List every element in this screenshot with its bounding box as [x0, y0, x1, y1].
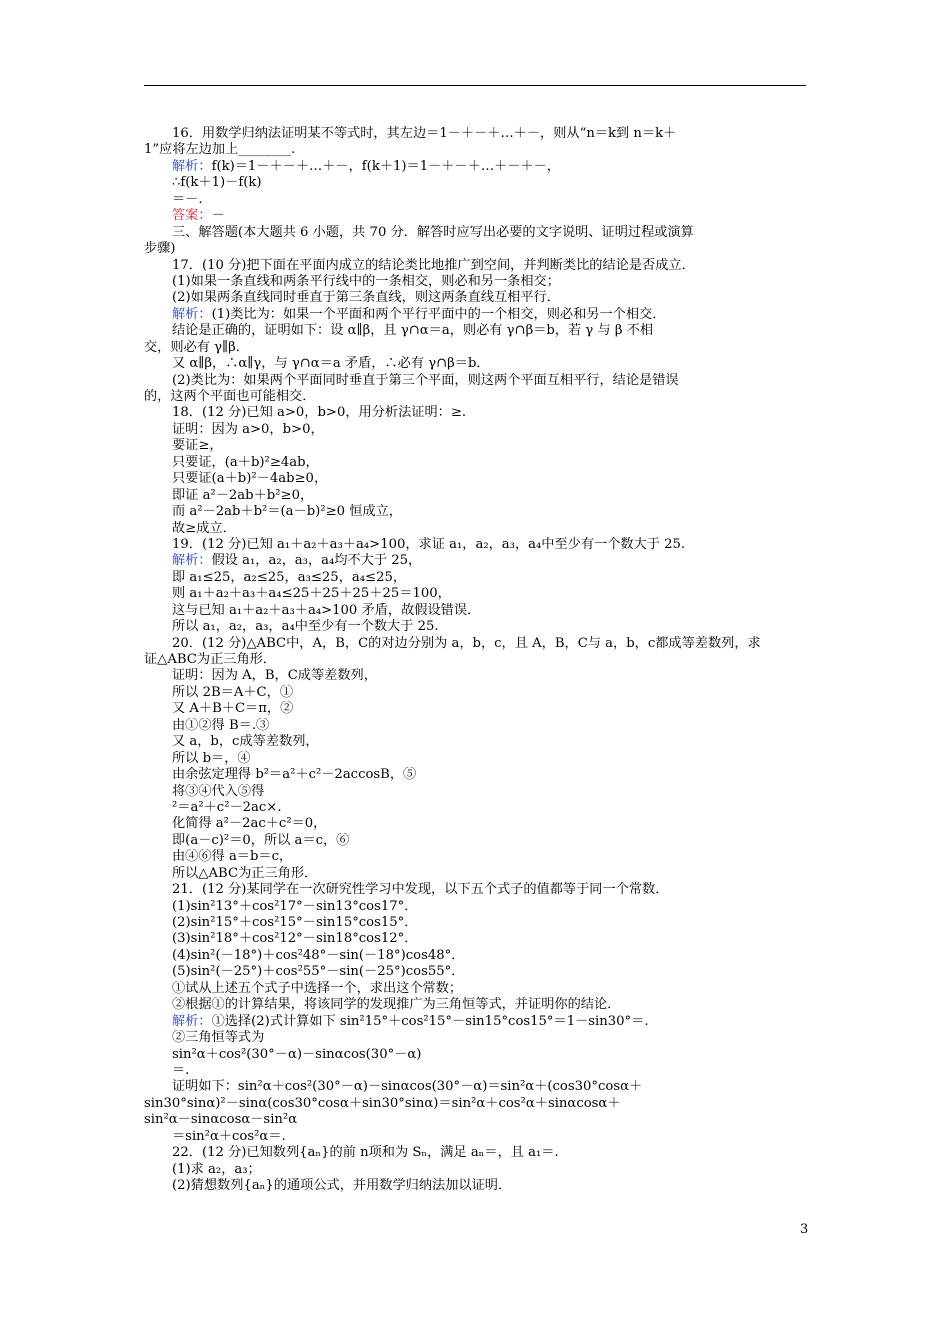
- text-line: [144, 438, 806, 454]
- analysis-label: 解析：: [172, 158, 212, 174]
- text-line: [144, 274, 806, 290]
- text-line: [144, 603, 806, 619]
- line-text: 证明：因为 A，B，C成等差数列，: [172, 668, 377, 684]
- text-line: [144, 619, 806, 635]
- text-line: [144, 521, 806, 537]
- line-text: 则 a₁＋a₂＋a₃＋a₄≤25＋25＋25＋25＝100，: [172, 586, 451, 602]
- line-text: 所以 b＝，④: [172, 750, 251, 766]
- line-text: 由余弦定理得 b²＝a²＋c²－2accosB，⑤: [172, 767, 417, 783]
- line-text: 结论是正确的，证明如下：设 α∥β，且 γ∩α＝a，则必有 γ∩β＝b，若 γ 与 β 不相: [172, 323, 654, 339]
- text-line: [144, 1162, 806, 1178]
- line-text: 所以 a₁，a₂，a₃，a₄中至少有一个数大于 25.: [172, 619, 439, 635]
- line-text: 16．用数学归纳法证明某不等式时，其左边＝1－＋－＋…＋－，则从“n＝k到 n＝k＋: [172, 126, 677, 141]
- text-line: [144, 175, 806, 191]
- line-text: 18．(12 分)已知 a>0，b>0，用分析法证明：≥.: [172, 405, 467, 421]
- line-text: 要证≥，: [172, 438, 223, 454]
- text-line: [144, 751, 806, 767]
- line-text: 由①②得 B＝.③: [172, 717, 270, 733]
- line-text: 而 a²－2ab＋b²＝(a－b)²≥0 恒成立，: [172, 504, 402, 520]
- line-text: ＝.: [172, 1062, 190, 1078]
- text-line: [144, 1079, 806, 1095]
- text-line: [144, 1096, 806, 1112]
- line-text: f(k)＝1－＋－＋…＋－，f(k＋1)＝1－＋－＋…＋－＋－，: [211, 158, 560, 174]
- text-line: [144, 586, 806, 602]
- answer-label: 答案：: [172, 208, 212, 224]
- text-line: [144, 915, 806, 931]
- line-text: (3)sin²18°＋cos²12°－sin18°cos12°．: [172, 931, 418, 947]
- text-line: [144, 981, 806, 997]
- text-line: [144, 241, 806, 257]
- line-text: 证△ABC为正三角形．: [144, 652, 277, 667]
- text-line: [144, 405, 806, 421]
- line-text: 即证 a²－2ab＋b²≥0，: [172, 487, 314, 503]
- line-text: 所以 2B＝A＋C，①: [172, 684, 294, 700]
- text-line: [144, 340, 806, 356]
- text-line: [144, 192, 806, 208]
- text-line: [144, 964, 806, 980]
- text-line: [144, 356, 806, 372]
- line-text: 21．(12 分)某同学在一次研究性学习中发现，以下五个式子的值都等于同一个常数．: [172, 882, 669, 898]
- text-line: [144, 800, 806, 816]
- line-text: (2)类比为：如果两个平面同时垂直于第三个平面，则这两个平面互相平行，结论是错误: [172, 372, 679, 388]
- analysis-label: 解析：: [172, 553, 212, 569]
- line-text: 19．(12 分)已知 a₁＋a₂＋a₃＋a₄>100，求证 a₁，a₂，a₃，a₄中至少有一个数大于 25.: [172, 536, 686, 552]
- text-line: [144, 1178, 806, 1194]
- text-line: [144, 948, 806, 964]
- line-text: 17．(10 分)把下面在平面内成立的结论类比地推广到空间，并判断类比的结论是否成立．: [172, 257, 695, 273]
- line-text: ②三角恒等式为: [172, 1030, 265, 1046]
- text-line: [144, 931, 806, 947]
- text-line: [144, 997, 806, 1013]
- line-text: 假设 a₁，a₂，a₃，a₄均不大于 25，: [211, 553, 422, 569]
- text-line: [144, 455, 806, 471]
- text-line: [144, 767, 806, 783]
- text-line: [144, 258, 806, 274]
- line-text: 只要证，(a＋b)²≥4ab，: [172, 454, 319, 470]
- line-text: ①试从上述五个式子中选择一个，求出这个常数；: [172, 980, 463, 996]
- text-line: [144, 1047, 806, 1063]
- line-text: 又 a，b，c成等差数列，: [172, 734, 319, 750]
- line-text: 三、解答题(本大题共 6 小题，共 70 分．解答时应写出必要的文字说明、证明过程或演算: [172, 224, 694, 240]
- text-line: [144, 899, 806, 915]
- text-line: [144, 849, 806, 865]
- text-line: [144, 784, 806, 800]
- text-line: [144, 225, 806, 241]
- text-line: [144, 126, 806, 142]
- text-line: [144, 208, 806, 224]
- text-line: [144, 1030, 806, 1046]
- text-line: [144, 685, 806, 701]
- line-text: 步骤): [144, 241, 176, 257]
- line-text: sin²α－sinαcosα－sin²α: [144, 1112, 298, 1128]
- text-line: [144, 652, 806, 668]
- text-line: [144, 1129, 806, 1145]
- line-text: sin²α＋cos²(30°－α)－sinαcos(30°－α): [172, 1046, 422, 1062]
- text-line: [144, 833, 806, 849]
- text-line: [144, 307, 806, 323]
- line-text: (1)类比为：如果一个平面和两个平行平面中的一个相交，则必和另一个相交．: [211, 306, 666, 322]
- line-text: ＝sin²α＋cos²α＝.: [172, 1128, 286, 1144]
- line-text: 又 A＋B＋C＝π，②: [172, 701, 294, 717]
- text-line: [144, 1112, 806, 1128]
- text-line: [144, 323, 806, 339]
- analysis-label: 解析：: [172, 306, 212, 322]
- line-text: 将③④代入⑤得: [172, 783, 265, 799]
- text-line: [144, 668, 806, 684]
- text-line: [144, 1145, 806, 1161]
- line-text: 交，则必有 γ∥β．: [144, 339, 249, 355]
- text-line: [144, 701, 806, 717]
- line-text: ②根据①的计算结果，将该同学的发现推广为三角恒等式，并证明你的结论．: [172, 997, 621, 1013]
- line-text: ²＝a²＋c²－2ac×.: [172, 799, 282, 815]
- line-text: (5)sin²(－25°)＋cos²55°－sin(－25°)cos55°．: [172, 964, 465, 980]
- line-text: 即 a₁≤25，a₂≤25，a₃≤25，a₄≤25，: [172, 569, 407, 585]
- analysis-label: 解析：: [172, 1013, 212, 1029]
- text-line: [144, 882, 806, 898]
- text-line: [144, 816, 806, 832]
- text-line: [144, 488, 806, 504]
- line-text: 1”应将左边加上________.: [144, 142, 296, 158]
- line-text: 只要证(a＋b)²－4ab≥0，: [172, 471, 328, 487]
- text-line: [144, 570, 806, 586]
- line-text: 22．(12 分)已知数列{aₙ}的前 n项和为 Sₙ，满足 aₙ＝，且 a₁＝.: [172, 1145, 559, 1161]
- line-text: (2)猜想数列{aₙ}的通项公式，并用数学归纳法加以证明．: [172, 1178, 512, 1193]
- line-text: 的，这两个平面也可能相交．: [144, 389, 316, 404]
- text-line: [144, 159, 806, 175]
- text-line: [144, 504, 806, 520]
- line-text: －: [211, 208, 225, 224]
- text-line: [144, 422, 806, 438]
- line-text: 即(a－c)²＝0，所以 a＝c，⑥: [172, 832, 350, 848]
- text-line: [144, 553, 806, 569]
- text-line: [144, 537, 806, 553]
- line-text: (1)如果一条直线和两条平行线中的一条相交，则必和另一条相交；: [172, 273, 560, 289]
- text-line: [144, 1014, 806, 1030]
- page-number: 3: [800, 1222, 809, 1237]
- text-line: [144, 142, 806, 158]
- line-text: (1)sin²13°＋cos²17°－sin13°cos17°．: [172, 898, 418, 914]
- text-line: [144, 734, 806, 750]
- line-text: 所以△ABC为正三角形．: [172, 865, 318, 881]
- line-text: 证明如下：sin²α＋cos²(30°－α)－sinαcos(30°－α)＝sin²α＋(cos30°cosα＋: [172, 1079, 643, 1095]
- line-text: ＝－.: [172, 191, 203, 207]
- header-rule: [144, 85, 806, 86]
- text-line: [144, 290, 806, 306]
- line-text: (2)sin²15°＋cos²15°－sin15°cos15°．: [172, 915, 418, 930]
- line-text: 20．(12 分)△ABC中，A，B，C的对边分别为 a，b，c，且 A，B，C与 a，b，c都成等差数列，求: [172, 635, 761, 651]
- line-text: (4)sin²(－18°)＋cos²48°－sin(－18°)cos48°．: [172, 947, 465, 963]
- line-text: 证明：因为 a>0，b>0，: [172, 421, 324, 437]
- line-text: ∴f(k＋1)－f(k): [172, 175, 262, 191]
- line-text: (1)求 a₂，a₃；: [172, 1161, 261, 1177]
- line-text: sin30°sinα)²－sinα(cos30°cosα＋sin30°sinα)＝sin²α＋cos²α＋sinαcosα＋: [144, 1095, 621, 1111]
- line-text: 故≥成立．: [172, 520, 236, 536]
- text-line: [144, 1063, 806, 1079]
- text-line: [144, 636, 806, 652]
- line-text: (2)如果两条直线同时垂直于第三条直线，则这两条直线互相平行．: [172, 290, 560, 306]
- line-text: 又 α∥β，∴α∥γ，与 γ∩α＝a 矛盾，∴必有 γ∩β＝b．: [172, 356, 490, 372]
- text-line: [144, 718, 806, 734]
- document-body: [144, 126, 806, 1194]
- line-text: 由④⑥得 a＝b＝c，: [172, 849, 293, 865]
- text-line: [144, 471, 806, 487]
- text-line: [144, 373, 806, 389]
- text-line: [144, 866, 806, 882]
- text-line: [144, 389, 806, 405]
- line-text: 化简得 a²－2ac＋c²＝0，: [172, 816, 327, 832]
- line-text: 这与已知 a₁＋a₂＋a₃＋a₄>100 矛盾，故假设错误．: [172, 602, 481, 618]
- line-text: ①选择(2)式计算如下 sin²15°＋cos²15°－sin15°cos15°＝1－sin30°＝.: [211, 1013, 649, 1029]
